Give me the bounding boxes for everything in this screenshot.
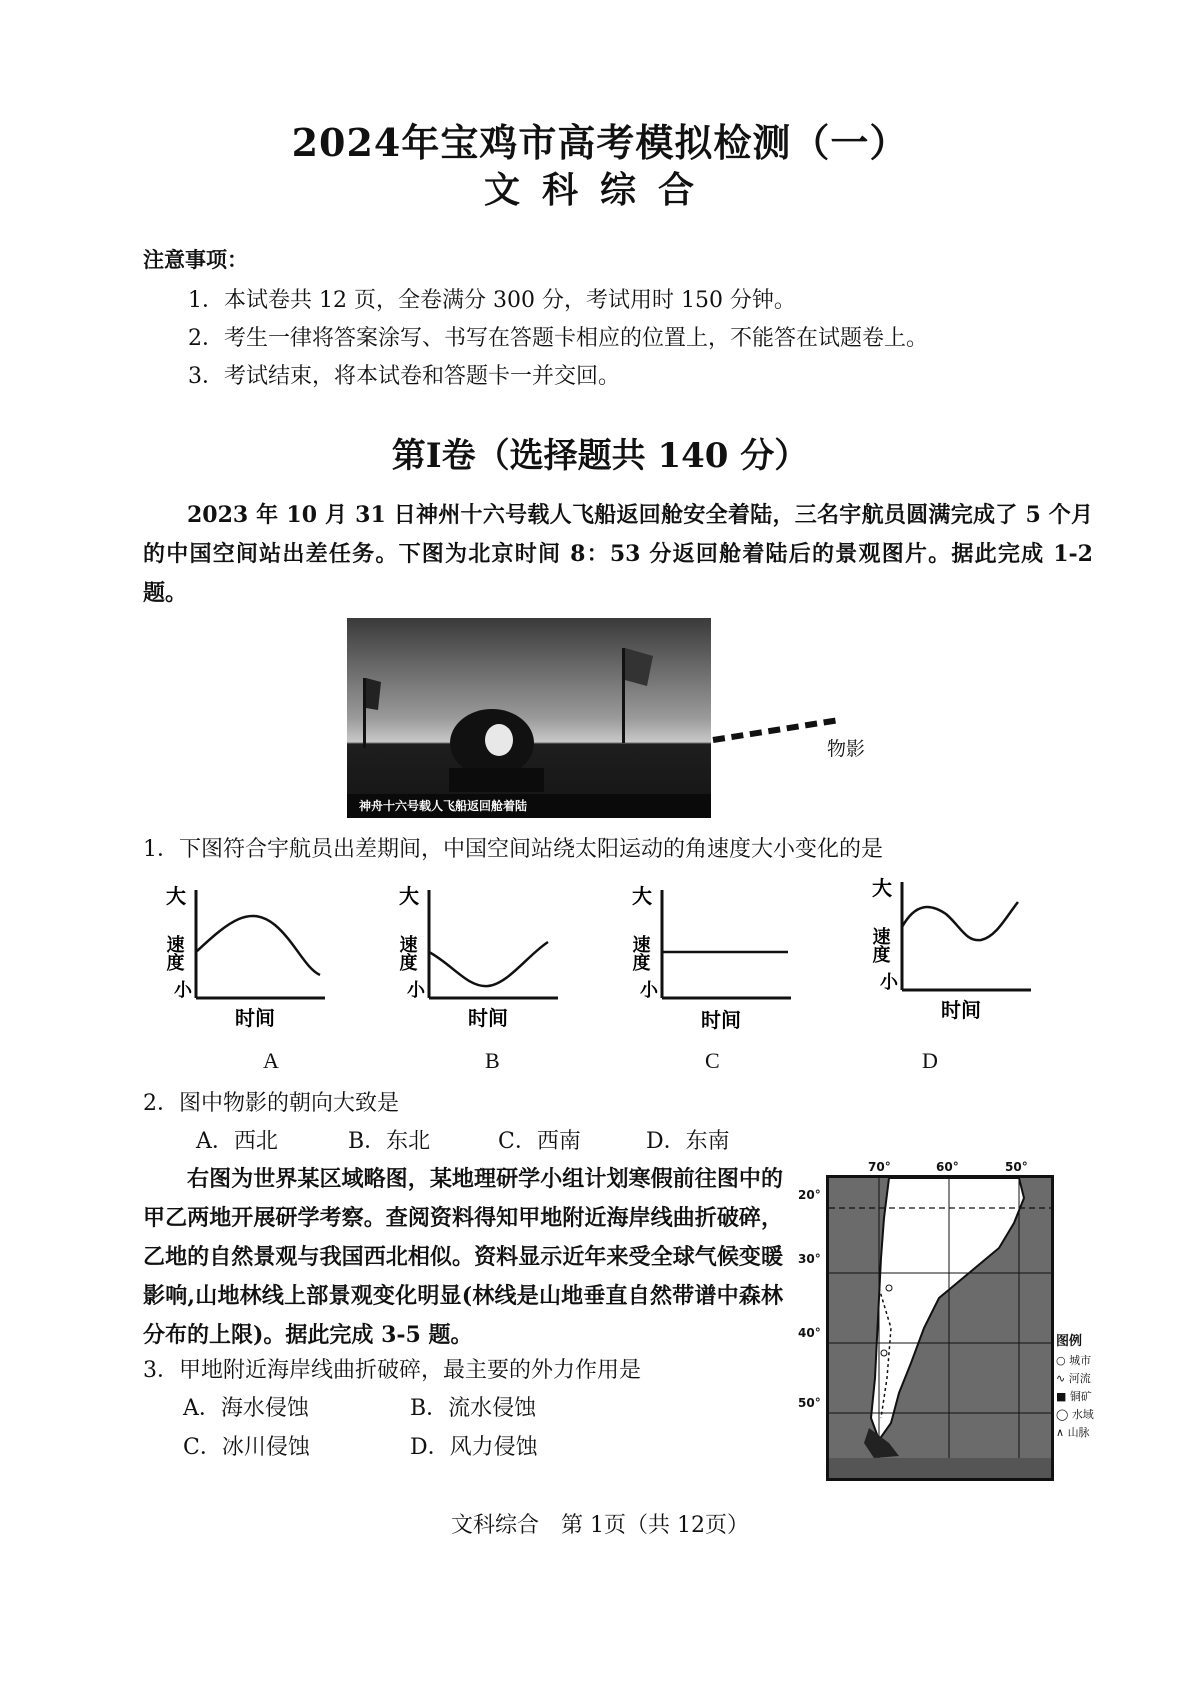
photo-scene — [347, 618, 711, 818]
y-axis-label: 速度 — [163, 935, 185, 971]
question-1: 1．下图符合宇航员出差期间，中国空间站绕太阳运动的角速度大小变化的是 — [143, 837, 883, 862]
lat-label: 20° — [798, 1188, 821, 1202]
graph-d — [866, 872, 1036, 1022]
speed-curve — [196, 916, 320, 975]
landing-photo — [347, 618, 711, 818]
notice-heading: 注意事项： — [143, 247, 248, 272]
y-axis-label: 速度 — [629, 935, 651, 971]
question-3: 3．甲地附近海岸线曲折破碎，最主要的外力作用是 — [143, 1358, 641, 1383]
q2-option-d: D．东南 — [646, 1129, 730, 1154]
lon-label: 60° — [936, 1160, 959, 1174]
river-icon: ∿ — [1056, 1372, 1069, 1385]
lon-label: 70° — [868, 1160, 891, 1174]
y-max-label: 大 — [399, 884, 419, 908]
passage-2: 右图为世界某区域略图，某地理研学小组计划寒假前往图中的甲乙两地开展研学考察。查阅资料得知甲地附近海岸线曲折破碎，乙地的自然景观与我国西北相似。资料显示近年来受全球气候变暖影响,山地林线上部景观变化明显(林线是山地垂直自然带谱中森林分布的上限)。据此完成 3-5 题。 — [143, 1166, 783, 1348]
subject-title: 文科综合 — [483, 169, 716, 211]
lat-label: 30° — [798, 1252, 821, 1266]
page-title: 2024年宝鸡市高考模拟检测（一） — [291, 120, 909, 165]
graph-b — [393, 880, 563, 1030]
question-2: 2．图中物影的朝向大致是 — [143, 1091, 399, 1116]
y-max-label: 大 — [872, 876, 892, 900]
lon-label: 50° — [1005, 1160, 1028, 1174]
q3-option-d: D．风力侵蚀 — [410, 1435, 538, 1460]
shadow-pointer-line — [713, 718, 836, 743]
x-axis-label: 时间 — [701, 1008, 741, 1030]
city-icon: ○ — [1056, 1354, 1070, 1367]
lat-label: 50° — [798, 1396, 821, 1410]
graph-c-letter: C — [705, 1048, 720, 1073]
notice-item: 1．本试卷共 12 页，全卷满分 300 分，考试用时 150 分钟。 — [188, 288, 796, 313]
section-title: 第Ⅰ卷（选择题共 140 分） — [391, 436, 809, 476]
y-max-label: 大 — [166, 884, 186, 908]
lat-label: 40° — [798, 1326, 821, 1340]
q2-option-c: C．西南 — [498, 1129, 581, 1154]
map-drawing — [829, 1178, 1051, 1458]
legend-copper: ■ 铜矿 — [1056, 1390, 1092, 1403]
y-min-label: 小 — [880, 972, 898, 993]
mountain-icon: ∧ — [1056, 1426, 1068, 1439]
x-axis-label: 时间 — [941, 998, 981, 1022]
q3-option-c: C．冰川侵蚀 — [183, 1435, 310, 1460]
legend-mountain: ∧ 山脉 — [1056, 1426, 1090, 1439]
speed-curve — [902, 902, 1018, 940]
notice-item: 2．考生一律将答案涂写、书写在答题卡相应的位置上，不能答在试题卷上。 — [188, 326, 928, 351]
q2-option-b: B．东北 — [348, 1129, 431, 1154]
south-america-map — [826, 1175, 1054, 1481]
graph-a-letter: A — [263, 1048, 279, 1073]
q2-option-a: A．西北 — [196, 1129, 278, 1154]
legend-water: ◯ 水域 — [1056, 1408, 1094, 1421]
graph-b-letter: B — [485, 1048, 500, 1073]
x-axis-label: 时间 — [235, 1006, 275, 1030]
q3-option-b: B．流水侵蚀 — [410, 1396, 537, 1421]
water-icon: ◯ — [1056, 1408, 1072, 1421]
graph-d-letter: D — [922, 1048, 938, 1073]
photo-caption: 神舟十六号载人飞船返回舱着陆 — [359, 799, 528, 813]
map-legend-title: 图例 — [1056, 1334, 1083, 1349]
y-min-label: 小 — [407, 980, 425, 1001]
y-min-label: 小 — [174, 980, 192, 1001]
x-axis-label: 时间 — [468, 1006, 508, 1030]
legend-city: ○ 城市 — [1056, 1354, 1092, 1367]
graph-a — [160, 880, 330, 1030]
shadow-label: 物影 — [827, 738, 866, 760]
copper-mine-icon: ■ — [1056, 1390, 1070, 1403]
y-axis-label: 速度 — [869, 927, 891, 963]
y-min-label: 小 — [640, 980, 658, 1001]
page-footer: 文科综合 第 1页（共 12页） — [451, 1513, 749, 1538]
y-axis-label: 速度 — [396, 935, 418, 971]
passage-1: 2023 年 10 月 31 日神州十六号载人飞船返回舱安全着陆，三名宇航员圆满完成了 5 个月的中国空间站出差任务。下图为北京时间 8：53 分返回舱着陆后的景观图片。据此完成 1-2 题。 — [143, 502, 1093, 606]
legend-river: ∿ 河流 — [1056, 1372, 1091, 1385]
speed-curve — [429, 942, 548, 986]
notice-item: 3．考试结束，将本试卷和答题卡一并交回。 — [188, 364, 620, 389]
graph-c — [626, 880, 796, 1030]
y-max-label: 大 — [632, 884, 652, 908]
q3-option-a: A．海水侵蚀 — [183, 1396, 309, 1421]
